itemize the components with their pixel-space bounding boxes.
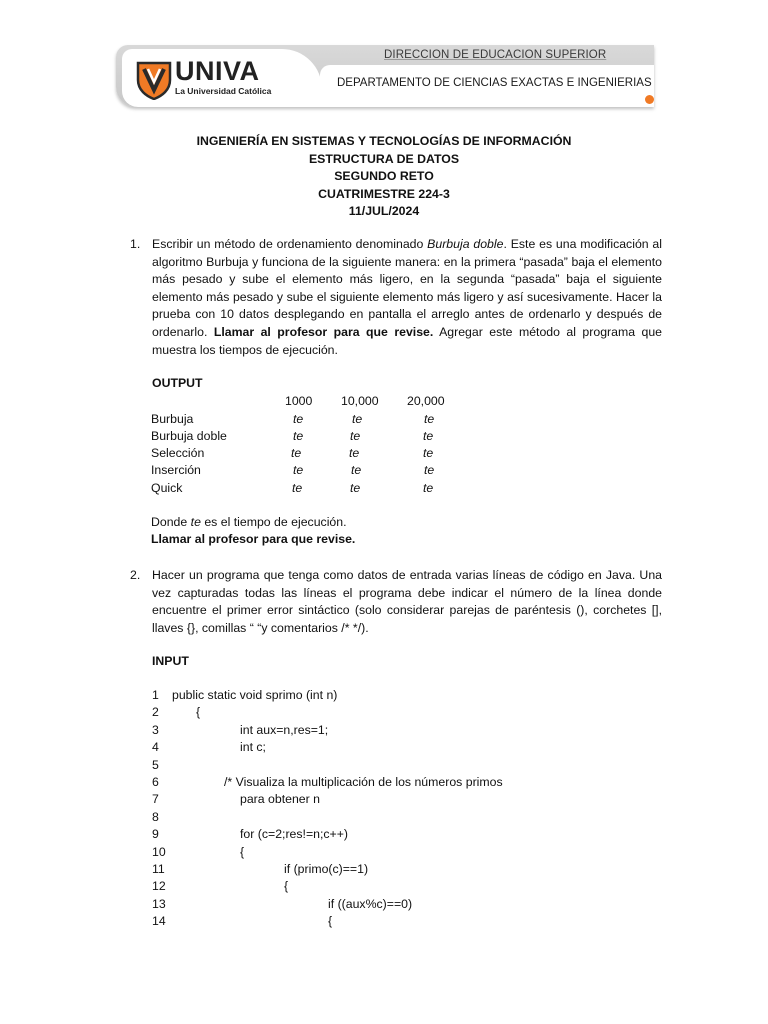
row-label: Quick [151,481,183,495]
code-line-number: 9 [152,827,159,842]
time-cell: te [423,481,434,495]
code-line: if (primo(c)==1) [284,862,369,876]
code-line-number: 8 [152,809,159,824]
time-cell: te [293,429,304,443]
code-line: public static void sprimo (int n) [172,688,338,702]
time-cell: te [293,412,304,426]
column-header: 10,000 [341,394,379,408]
time-cell: te [423,429,434,443]
exercise-1-text [152,236,662,359]
row-label: Inserción [151,463,201,477]
code-line: for (c=2;res!=n;c++) [240,827,348,842]
code-line-number: 12 [152,879,166,894]
code-line-number: 4 [152,740,159,755]
row-label: Burbuja [151,412,194,426]
code-line: { [284,879,289,894]
title-line: INGENIERÍA EN SISTEMAS Y TECNOLOGÍAS DE INFORMACIÓN [196,134,572,148]
direction-title: DIRECCION DE EDUCACION SUPERIOR [384,49,607,61]
italic-term: te [190,515,201,529]
text-run: Donde [151,515,191,529]
code-line: /* Visualiza la multiplicación de los números primos [224,775,503,789]
text-run: Escribir un método de ordenamiento denominado [152,237,428,251]
time-cell: te [352,412,363,426]
exercise-number: 2. [130,568,141,582]
italic-term: Burbuja doble [427,237,504,251]
code-line: { [196,705,201,720]
title-line: SEGUNDO RETO [334,169,434,183]
time-cell: te [292,481,303,495]
time-cell: te [291,446,302,460]
time-note [151,515,347,529]
title-line: CUATRIMESTRE 224-3 [318,186,450,201]
call-professor-note: Llamar al profesor para que revise. [151,532,356,546]
code-line: int aux=n,res=1; [240,722,329,737]
code-line-number: 14 [152,914,166,929]
title-line: ESTRUCTURA DE DATOS [308,151,460,166]
code-line-number: 10 [152,844,166,859]
code-line: para obtener n [240,792,320,807]
time-cell: te [349,446,360,460]
text-run: es el tiempo de ejecución. [200,515,347,529]
text-run: Agregar este método al programa que muestra los tiempos de ejecución. [152,324,663,357]
text-run: . Este es una modificación al algoritmo Burbuja y funciona de la siguiente manera: en la primera “pasada” baja el elemento más pesado y sube el elemento más ligero, en la segunda “pasada” baja el siguiente elemento más pesado y sube el siguiente elemento más ligero y así sucesivamente. Hacer la prueba con 10 datos desplegando en pantalla el arreglo antes de ordenarlo y después de ordenarlo. [152,237,663,339]
time-cell: te [293,463,304,477]
column-header: 20,000 [407,394,445,408]
bold-instruction: Llamar al profesor para que revise. [213,324,434,339]
department-title: DEPARTAMENTO DE CIENCIAS EXACTAS E INGENIERIAS [337,77,652,89]
logo-name: UNIVA [175,56,260,86]
accent-dot [645,95,654,104]
code-line-number: 11 [152,862,165,876]
code-line-number: 5 [152,757,159,772]
time-cell: te [350,481,361,495]
logo-subtitle: La Universidad Católica [175,86,272,96]
code-line: { [240,844,245,859]
time-cell: te [351,463,362,477]
time-cell: te [424,463,435,477]
code-line-number: 2 [152,705,159,720]
univa-shield-icon [136,60,172,100]
output-heading: OUTPUT [152,376,203,390]
row-label: Selección [151,446,205,460]
code-line: if ((aux%c)==0) [328,896,413,911]
exercise-2-text: Hacer un programa que tenga como datos de entrada varias líneas de código en Java. Una vez capturadas todas las líneas el programa debe indicar el número de la línea donde encuentre el primer error sintáctico (solo considerar parejas de paréntesis (), corchetes [], llaves {}, comillas “ “y comentarios /* */). [152,568,662,635]
code-line-number: 13 [152,896,166,911]
code-line: { [328,914,333,929]
code-line-number: 1 [152,688,159,702]
input-heading: INPUT [152,654,189,668]
document-title [0,133,768,221]
code-line-number: 7 [152,792,159,807]
time-cell: te [423,446,434,460]
code-line: int c; [240,740,266,755]
title-line: 11/JUL/2024 [348,204,420,218]
row-label: Burbuja doble [151,429,227,443]
time-cell: te [350,429,361,443]
code-line-number: 3 [152,722,159,737]
time-cell: te [424,412,435,426]
exercise-number: 1. [130,237,141,251]
code-line-number: 6 [152,775,159,789]
column-header: 1000 [285,394,313,408]
